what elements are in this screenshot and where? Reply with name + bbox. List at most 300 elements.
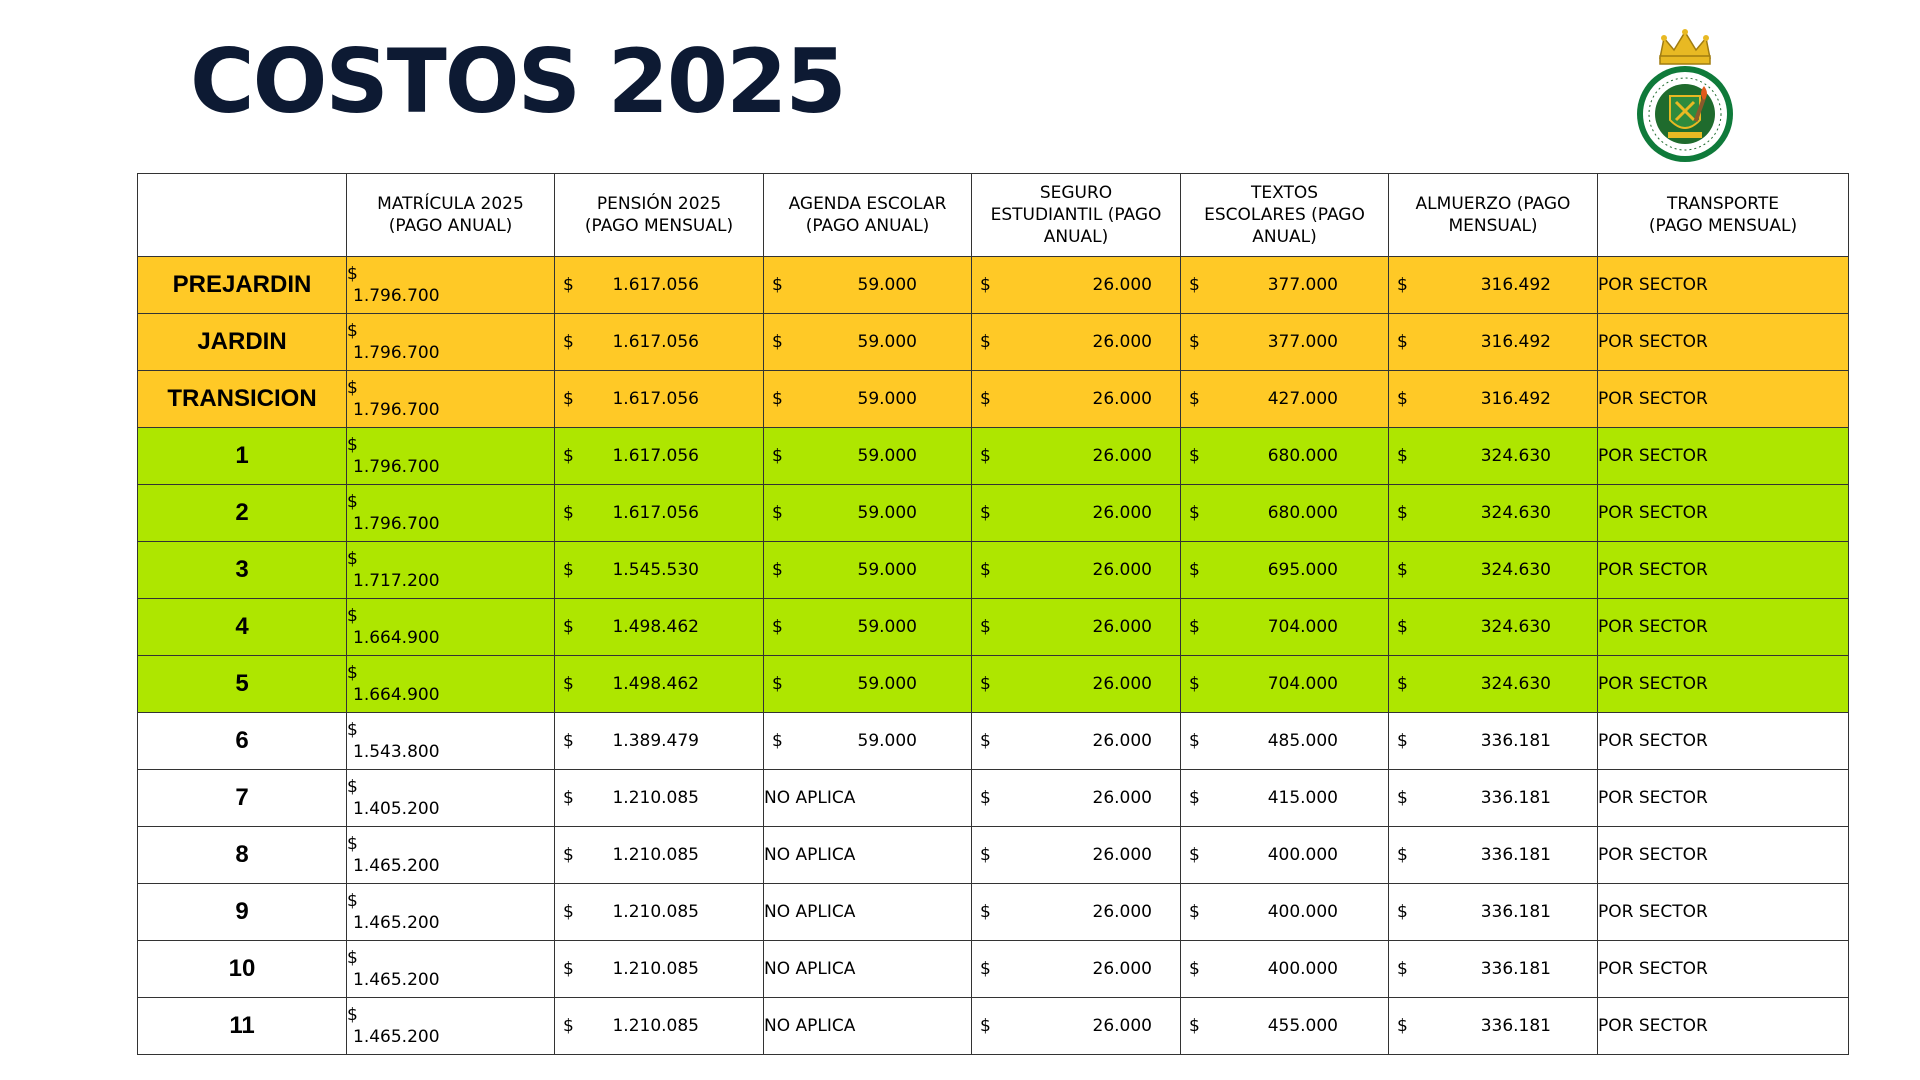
amount: 59.000: [857, 503, 917, 523]
currency-symbol: $: [980, 959, 991, 979]
pension-cell: [555, 656, 764, 713]
almuerzo-cell: [1389, 314, 1598, 371]
matricula-cell: [347, 941, 555, 998]
table-row: [138, 599, 1849, 656]
header-textos: [1181, 174, 1389, 257]
currency-symbol: $: [1189, 845, 1200, 865]
amount: 1.210.085: [612, 788, 699, 808]
textos-cell: [1181, 485, 1389, 542]
amount: 1.717.200: [353, 571, 440, 591]
header-line: (PAGO MENSUAL): [1648, 216, 1798, 236]
currency-symbol: $: [1189, 503, 1200, 523]
header-agenda: [764, 174, 972, 257]
amount: 59.000: [857, 617, 917, 637]
seguro-cell: [972, 428, 1181, 485]
currency-symbol: $: [347, 891, 358, 911]
seguro-cell: [972, 656, 1181, 713]
pension-cell: [555, 257, 764, 314]
amount: 1.617.056: [612, 332, 699, 352]
agenda-cell: [764, 371, 972, 428]
amount: 336.181: [1480, 959, 1551, 979]
currency-symbol: $: [1397, 503, 1408, 523]
currency-symbol: $: [980, 275, 991, 295]
amount: 336.181: [1480, 845, 1551, 865]
transporte-cell: POR SECTOR: [1598, 257, 1849, 314]
amount: 59.000: [857, 674, 917, 694]
table-row: [138, 371, 1849, 428]
header-transporte: [1598, 174, 1849, 257]
amount: 377.000: [1267, 275, 1338, 295]
currency-symbol: $: [563, 503, 574, 523]
amount: 400.000: [1267, 959, 1338, 979]
header-line: SEGURO: [1039, 183, 1113, 203]
pension-cell: [555, 713, 764, 770]
agenda-cell: [764, 599, 972, 656]
currency-symbol: $: [347, 1005, 358, 1025]
matricula-cell: [347, 998, 555, 1055]
page-title: COSTOS 2025: [190, 30, 845, 133]
currency-symbol: $: [1397, 446, 1408, 466]
currency-symbol: $: [1397, 959, 1408, 979]
grade-level-cell: 5: [138, 656, 347, 713]
almuerzo-cell: [1389, 542, 1598, 599]
amount: 1.498.462: [612, 617, 699, 637]
agenda-cell: [764, 485, 972, 542]
header-line: ESCOLARES (PAGO: [1204, 205, 1365, 225]
agenda-cell: NO APLICA: [764, 827, 972, 884]
transporte-cell: POR SECTOR: [1598, 485, 1849, 542]
agenda-cell: NO APLICA: [764, 941, 972, 998]
textos-cell: [1181, 713, 1389, 770]
transporte-cell: POR SECTOR: [1598, 314, 1849, 371]
amount: 1.465.200: [353, 913, 440, 933]
currency-symbol: $: [563, 788, 574, 808]
textos-cell: [1181, 998, 1389, 1055]
matricula-cell: [347, 314, 555, 371]
costs-table: [137, 173, 1849, 1055]
currency-symbol: $: [1397, 1016, 1408, 1036]
amount: 680.000: [1267, 503, 1338, 523]
matricula-cell: [347, 257, 555, 314]
amount: 1.405.200: [353, 799, 440, 819]
matricula-cell: [347, 770, 555, 827]
currency-symbol: $: [563, 674, 574, 694]
almuerzo-cell: [1389, 941, 1598, 998]
amount: 1.664.900: [353, 685, 440, 705]
table-row: [138, 656, 1849, 713]
currency-symbol: $: [1189, 959, 1200, 979]
textos-cell: [1181, 941, 1389, 998]
amount: 26.000: [1092, 788, 1152, 808]
amount: 455.000: [1267, 1016, 1338, 1036]
currency-symbol: $: [980, 617, 991, 637]
currency-symbol: $: [772, 674, 783, 694]
currency-symbol: $: [563, 1016, 574, 1036]
table-row: [138, 941, 1849, 998]
almuerzo-cell: [1389, 485, 1598, 542]
almuerzo-cell: [1389, 827, 1598, 884]
currency-symbol: $: [980, 902, 991, 922]
header-matricula: [347, 174, 555, 257]
pension-cell: [555, 314, 764, 371]
header-line: PENSIÓN 2025: [596, 194, 722, 214]
amount: 1.617.056: [612, 389, 699, 409]
currency-symbol: $: [980, 674, 991, 694]
currency-symbol: $: [1189, 902, 1200, 922]
amount: 59.000: [857, 275, 917, 295]
matricula-cell: [347, 485, 555, 542]
amount: 1.617.056: [612, 503, 699, 523]
transporte-cell: POR SECTOR: [1598, 542, 1849, 599]
currency-symbol: $: [772, 275, 783, 295]
currency-symbol: $: [772, 731, 783, 751]
amount: 1.796.700: [353, 457, 440, 477]
grade-level-cell: 4: [138, 599, 347, 656]
currency-symbol: $: [563, 845, 574, 865]
header-line: TEXTOS: [1250, 183, 1319, 203]
amount: 704.000: [1267, 674, 1338, 694]
header-line: TRANSPORTE: [1667, 194, 1779, 214]
amount: 26.000: [1092, 845, 1152, 865]
amount: 336.181: [1480, 1016, 1551, 1036]
pension-cell: [555, 827, 764, 884]
currency-symbol: $: [563, 731, 574, 751]
currency-symbol: $: [980, 503, 991, 523]
currency-symbol: $: [563, 446, 574, 466]
amount: 1.498.462: [612, 674, 699, 694]
transporte-cell: POR SECTOR: [1598, 371, 1849, 428]
pension-cell: [555, 371, 764, 428]
transporte-cell: POR SECTOR: [1598, 656, 1849, 713]
currency-symbol: $: [347, 663, 358, 683]
currency-symbol: $: [1189, 560, 1200, 580]
textos-cell: [1181, 884, 1389, 941]
grade-level-cell: 1: [138, 428, 347, 485]
amount: 415.000: [1267, 788, 1338, 808]
table-row: [138, 770, 1849, 827]
agenda-cell: [764, 713, 972, 770]
amount: 1.543.800: [353, 742, 440, 762]
matricula-cell: [347, 656, 555, 713]
table-row: [138, 428, 1849, 485]
transporte-cell: POR SECTOR: [1598, 713, 1849, 770]
amount: 1.210.085: [612, 1016, 699, 1036]
currency-symbol: $: [563, 959, 574, 979]
grade-level-cell: 3: [138, 542, 347, 599]
seguro-cell: [972, 941, 1181, 998]
transporte-cell: POR SECTOR: [1598, 827, 1849, 884]
agenda-cell: [764, 314, 972, 371]
matricula-cell: [347, 884, 555, 941]
currency-symbol: $: [1189, 389, 1200, 409]
currency-symbol: $: [563, 560, 574, 580]
amount: 316.492: [1480, 275, 1551, 295]
amount: 26.000: [1092, 674, 1152, 694]
transporte-cell: POR SECTOR: [1598, 884, 1849, 941]
amount: 1.664.900: [353, 628, 440, 648]
amount: 1.617.056: [612, 275, 699, 295]
currency-symbol: $: [1397, 788, 1408, 808]
amount: 59.000: [857, 560, 917, 580]
transporte-cell: POR SECTOR: [1598, 941, 1849, 998]
currency-symbol: $: [980, 845, 991, 865]
amount: 324.630: [1480, 503, 1551, 523]
amount: 26.000: [1092, 902, 1152, 922]
header-line: AGENDA ESCOLAR: [788, 194, 947, 214]
currency-symbol: $: [980, 332, 991, 352]
amount: 324.630: [1480, 560, 1551, 580]
currency-symbol: $: [772, 560, 783, 580]
pension-cell: [555, 941, 764, 998]
currency-symbol: $: [1397, 560, 1408, 580]
amount: 377.000: [1267, 332, 1338, 352]
amount: 26.000: [1092, 1016, 1152, 1036]
matricula-cell: [347, 542, 555, 599]
currency-symbol: $: [1397, 902, 1408, 922]
school-crest-icon: [1620, 24, 1750, 164]
grade-level-cell: 7: [138, 770, 347, 827]
agenda-cell: NO APLICA: [764, 884, 972, 941]
transporte-cell: POR SECTOR: [1598, 770, 1849, 827]
header-line: (PAGO ANUAL): [388, 216, 513, 236]
seguro-cell: [972, 827, 1181, 884]
amount: 26.000: [1092, 617, 1152, 637]
amount: 316.492: [1480, 332, 1551, 352]
grade-level-cell: 9: [138, 884, 347, 941]
seguro-cell: [972, 371, 1181, 428]
currency-symbol: $: [563, 275, 574, 295]
amount: 1.210.085: [612, 845, 699, 865]
agenda-cell: NO APLICA: [764, 998, 972, 1055]
header-line: (PAGO ANUAL): [805, 216, 930, 236]
currency-symbol: $: [563, 617, 574, 637]
almuerzo-cell: [1389, 428, 1598, 485]
currency-symbol: $: [980, 446, 991, 466]
amount: 1.210.085: [612, 902, 699, 922]
seguro-cell: [972, 257, 1181, 314]
amount: 26.000: [1092, 731, 1152, 751]
header-line: (PAGO MENSUAL): [584, 216, 734, 236]
amount: 59.000: [857, 332, 917, 352]
header-line: MENSUAL): [1448, 216, 1538, 236]
pension-cell: [555, 998, 764, 1055]
transporte-cell: POR SECTOR: [1598, 599, 1849, 656]
almuerzo-cell: [1389, 371, 1598, 428]
almuerzo-cell: [1389, 599, 1598, 656]
amount: 1.796.700: [353, 343, 440, 363]
currency-symbol: $: [1189, 1016, 1200, 1036]
seguro-cell: [972, 485, 1181, 542]
currency-symbol: $: [347, 606, 358, 626]
grade-level-cell: 11: [138, 998, 347, 1055]
table-header-row: [138, 174, 1849, 257]
currency-symbol: $: [347, 264, 358, 284]
textos-cell: [1181, 314, 1389, 371]
currency-symbol: $: [1189, 731, 1200, 751]
amount: 1.465.200: [353, 970, 440, 990]
header-level: [138, 174, 347, 257]
currency-symbol: $: [1189, 788, 1200, 808]
amount: 695.000: [1267, 560, 1338, 580]
grade-level-cell: 8: [138, 827, 347, 884]
amount: 336.181: [1480, 731, 1551, 751]
textos-cell: [1181, 599, 1389, 656]
textos-cell: [1181, 257, 1389, 314]
header-pension: [555, 174, 764, 257]
matricula-cell: [347, 713, 555, 770]
currency-symbol: $: [1189, 332, 1200, 352]
amount: 59.000: [857, 389, 917, 409]
grade-level-cell: TRANSICION: [138, 371, 347, 428]
currency-symbol: $: [980, 1016, 991, 1036]
currency-symbol: $: [347, 834, 358, 854]
table-row: [138, 827, 1849, 884]
grade-level-cell: 2: [138, 485, 347, 542]
textos-cell: [1181, 371, 1389, 428]
amount: 324.630: [1480, 446, 1551, 466]
amount: 1.796.700: [353, 514, 440, 534]
agenda-cell: [764, 257, 972, 314]
amount: 26.000: [1092, 332, 1152, 352]
amount: 26.000: [1092, 959, 1152, 979]
currency-symbol: $: [772, 332, 783, 352]
amount: 316.492: [1480, 389, 1551, 409]
table-row: [138, 542, 1849, 599]
matricula-cell: [347, 428, 555, 485]
matricula-cell: [347, 371, 555, 428]
table-row: [138, 485, 1849, 542]
amount: 680.000: [1267, 446, 1338, 466]
currency-symbol: $: [347, 321, 358, 341]
currency-symbol: $: [1189, 446, 1200, 466]
table-row: [138, 314, 1849, 371]
grade-level-cell: 10: [138, 941, 347, 998]
textos-cell: [1181, 656, 1389, 713]
amount: 1.545.530: [612, 560, 699, 580]
amount: 324.630: [1480, 674, 1551, 694]
currency-symbol: $: [347, 777, 358, 797]
header-line: ESTUDIANTIL (PAGO: [990, 205, 1162, 225]
amount: 336.181: [1480, 788, 1551, 808]
textos-cell: [1181, 827, 1389, 884]
header-almuerzo: [1389, 174, 1598, 257]
currency-symbol: $: [772, 389, 783, 409]
amount: 427.000: [1267, 389, 1338, 409]
currency-symbol: $: [980, 731, 991, 751]
matricula-cell: [347, 599, 555, 656]
currency-symbol: $: [1189, 617, 1200, 637]
crown-icon: [1660, 29, 1710, 64]
amount: 26.000: [1092, 560, 1152, 580]
currency-symbol: $: [1189, 674, 1200, 694]
pension-cell: [555, 599, 764, 656]
currency-symbol: $: [1397, 845, 1408, 865]
table-row: [138, 257, 1849, 314]
transporte-cell: POR SECTOR: [1598, 998, 1849, 1055]
amount: 336.181: [1480, 902, 1551, 922]
amount: 485.000: [1267, 731, 1338, 751]
almuerzo-cell: [1389, 884, 1598, 941]
amount: 1.796.700: [353, 400, 440, 420]
table-row: [138, 998, 1849, 1055]
header-line: ALMUERZO (PAGO: [1415, 194, 1571, 214]
almuerzo-cell: [1389, 257, 1598, 314]
almuerzo-cell: [1389, 713, 1598, 770]
amount: 400.000: [1267, 845, 1338, 865]
currency-symbol: $: [563, 332, 574, 352]
currency-symbol: $: [1397, 674, 1408, 694]
currency-symbol: $: [772, 617, 783, 637]
pension-cell: [555, 884, 764, 941]
currency-symbol: $: [1397, 731, 1408, 751]
seguro-cell: [972, 542, 1181, 599]
amount: 324.630: [1480, 617, 1551, 637]
currency-symbol: $: [1397, 332, 1408, 352]
pension-cell: [555, 485, 764, 542]
currency-symbol: $: [347, 720, 358, 740]
grade-level-cell: PREJARDIN: [138, 257, 347, 314]
currency-symbol: $: [772, 446, 783, 466]
currency-symbol: $: [980, 560, 991, 580]
amount: 1.465.200: [353, 1027, 440, 1047]
transporte-cell: POR SECTOR: [1598, 428, 1849, 485]
almuerzo-cell: [1389, 770, 1598, 827]
amount: 1.796.700: [353, 286, 440, 306]
currency-symbol: $: [347, 435, 358, 455]
table-row: [138, 713, 1849, 770]
currency-symbol: $: [347, 378, 358, 398]
seguro-cell: [972, 713, 1181, 770]
almuerzo-cell: [1389, 998, 1598, 1055]
currency-symbol: $: [1397, 389, 1408, 409]
header-line: MATRÍCULA 2025: [377, 194, 524, 214]
header-line: ANUAL): [1252, 227, 1317, 247]
agenda-cell: [764, 656, 972, 713]
seguro-cell: [972, 770, 1181, 827]
seguro-cell: [972, 599, 1181, 656]
table-body: [138, 257, 1849, 1055]
currency-symbol: $: [1189, 275, 1200, 295]
amount: 26.000: [1092, 389, 1152, 409]
currency-symbol: $: [347, 948, 358, 968]
header-seguro: [972, 174, 1181, 257]
amount: 26.000: [1092, 503, 1152, 523]
textos-cell: [1181, 770, 1389, 827]
seguro-cell: [972, 884, 1181, 941]
pension-cell: [555, 542, 764, 599]
textos-cell: [1181, 428, 1389, 485]
table-row: [138, 884, 1849, 941]
currency-symbol: $: [1397, 275, 1408, 295]
amount: 59.000: [857, 731, 917, 751]
currency-symbol: $: [980, 389, 991, 409]
amount: 1.210.085: [612, 959, 699, 979]
currency-symbol: $: [563, 389, 574, 409]
agenda-cell: [764, 542, 972, 599]
pension-cell: [555, 428, 764, 485]
currency-symbol: $: [980, 788, 991, 808]
amount: 26.000: [1092, 275, 1152, 295]
currency-symbol: $: [1397, 617, 1408, 637]
seguro-cell: [972, 314, 1181, 371]
grade-level-cell: JARDIN: [138, 314, 347, 371]
amount: 59.000: [857, 446, 917, 466]
header-line: ANUAL): [1043, 227, 1109, 247]
currency-symbol: $: [772, 503, 783, 523]
amount: 1.465.200: [353, 856, 440, 876]
currency-symbol: $: [563, 902, 574, 922]
currency-symbol: $: [347, 549, 358, 569]
